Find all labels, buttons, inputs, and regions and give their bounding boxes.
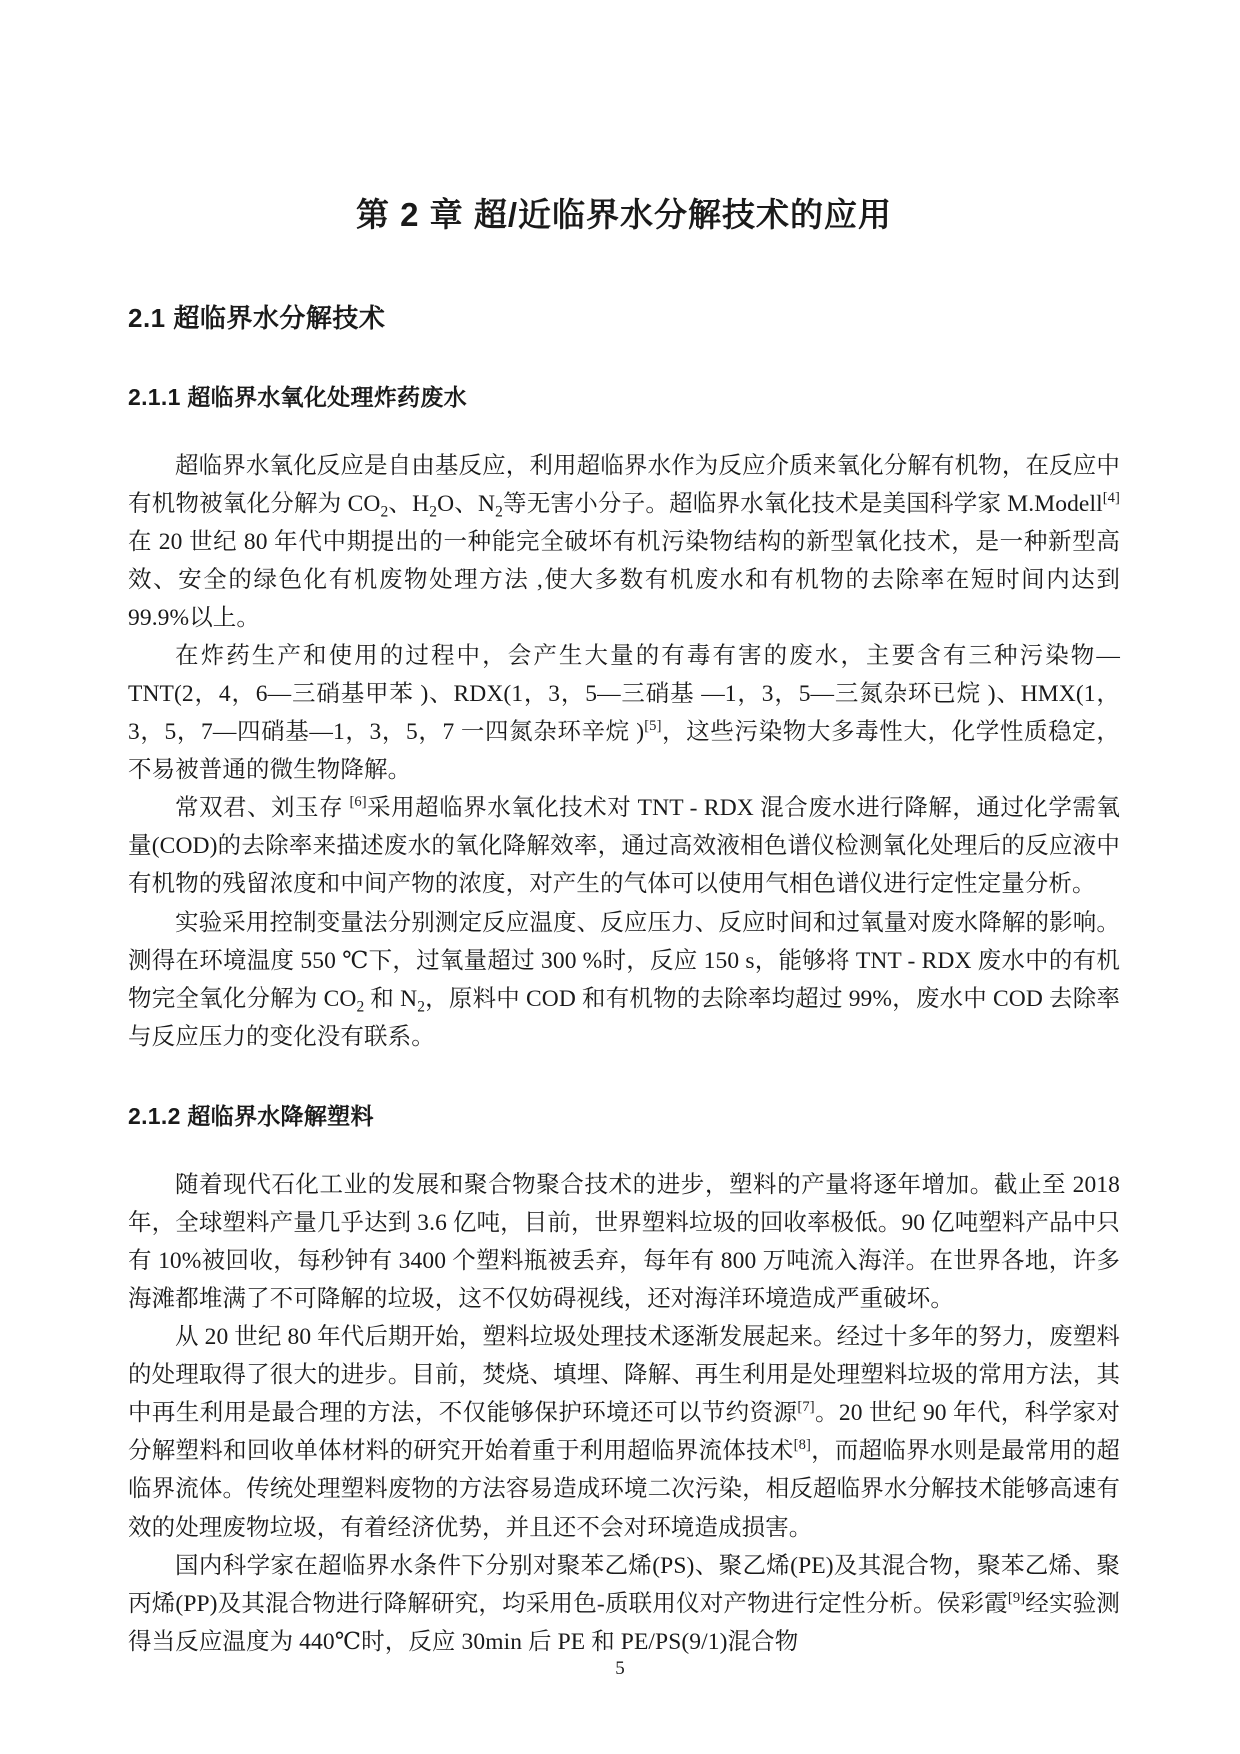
paragraph-experiment-results — [128, 904, 1120, 1056]
citation-ref: [4] — [1102, 490, 1120, 506]
text-run: 等无害小分子。超临界水氧化技术是美国科学家 M.Modell — [502, 490, 1103, 517]
text-run: 、H — [388, 490, 430, 517]
citation-ref: [5] — [644, 718, 662, 735]
citation-ref: [9] — [1007, 1589, 1026, 1606]
text-run: ，而超临界水则是最常用的超临界流体。传统处理塑料废物的方法容易造成环境二次污染，相反超临界水分解技术能够高速有效的处理废物垃圾，有着经济优势，并且还不会对环境造成损害。 — [128, 1438, 1120, 1541]
text-run: O、N — [437, 490, 496, 517]
chapter-title: 第 2 章 超/近临界水分解技术的应用 — [355, 196, 893, 233]
subscript: 2 — [495, 503, 503, 521]
section-heading-2-1-2: 2.1.2 超临界水降解塑料 — [128, 1102, 374, 1129]
text-run: ，这些污染物大多毒性大，化学性质稳定，不易被普通的微生物降解。 — [128, 719, 1120, 784]
paragraph-tnt-rdx-study — [128, 789, 1120, 903]
paragraph-domestic-research — [128, 1547, 1120, 1661]
paragraph-swo-principle — [128, 447, 1120, 637]
section-heading-2-1-1: 2.1.1 超临界水氧化处理炸药废水 — [128, 383, 467, 410]
text-run: 。20 世纪 90 年代，科学家对分解塑料和回收单体材料的研究开始着重于利用超临界流体技术 — [128, 1400, 1120, 1465]
paragraph-plastic-treatment-history — [128, 1318, 1120, 1546]
citation-ref: [7] — [797, 1399, 815, 1416]
subscript: 2 — [356, 998, 365, 1016]
text-run: 在 20 世纪 80 年代中期提出的一种能完全破坏有机污染物结构的新型氧化技术，是一种新型高效、安全的绿色化有机废物处理方法 ,使大多数有机废水和有机物的去除率在短时间内达到 99.9%以上。 — [128, 528, 1120, 632]
text-run: 超临界水氧化反应是自由基反应，利用超临界水作为反应介质来氧化分解有机物，在反应中有机物被氧化分解为 CO — [128, 452, 1120, 517]
section-heading-2-1: 2.1 超临界水分解技术 — [128, 303, 386, 334]
text-run: 在炸药生产和使用的过程中，会产生大量的有毒有害的废水，主要含有三种污染物—TNT(2，4，6—三硝基甲苯 )、RDX(1，3，5—三硝基 —1，3，5—三氮杂环已烷 )、HMX(1，3，5，7—四硝基—1，3，5，7 一四氮杂环辛烷 ) — [128, 643, 1120, 746]
citation-ref: [6] — [349, 794, 367, 811]
text-run: ，原料中 COD 和有机物的去除率均超过 99%，废水中 COD 去除率与反应压力的变化没有联系。 — [128, 985, 1120, 1050]
paragraph-plastic-production: 随着现代石化工业的发展和聚合物聚合技术的进步，塑料的产量将逐年增加。截止至 2018 年，全球塑料产量几乎达到 3.6 亿吨，目前，世界塑料垃圾的回收率极低。90 亿吨塑料产品中只有 10%被回收，每秒钟有 3400 个塑料瓶被丢弃，每年有 800 万吨流入海洋。在世界各地，许多海滩都堆满了不可降解的垃圾，这不仅妨碍视线，还对海洋环境造成严重破坏。 — [128, 1171, 1120, 1313]
subscript: 2 — [380, 503, 389, 521]
page-number: 5 — [615, 1658, 625, 1679]
paragraph-explosive-pollutants — [128, 637, 1120, 789]
text-run: 从 20 世纪 80 年代后期开始，塑料垃圾处理技术逐渐发展起来。经过十多年的努力，废塑料的处理取得了很大的进步。目前，焚烧、填埋、降解、再生利用是处理塑料垃圾的常用方法，其中再生利用是最合理的方法，不仅能够保护环境还可以节约资源 — [128, 1324, 1120, 1427]
text-run: 经实验测得当反应温度为 440℃时，反应 30min 后 PE 和 PE/PS(9/1)混合物 — [128, 1590, 1120, 1655]
text-run: 常双君、刘玉存 — [175, 795, 350, 822]
text-run: 实验采用控制变量法分别测定反应温度、反应压力、反应时间和过氧量对废水降解的影响。测得在环境温度 550 ℃下，过氧量超过 300 %时，反应 150 s，能够将 TNT - RDX 废水中的有机物完全氧化分解为 CO — [128, 909, 1120, 1012]
text-run: 采用超临界水氧化技术对 TNT - RDX 混合废水进行降解，通过化学需氧量(COD)的去除率来描述废水的氧化降解效率，通过高效液相色谱仪检测氧化处理后的反应液中有机物的残留浓度和中间产物的浓度，对产生的气体可以使用气相色谱仪进行定性定量分析。 — [128, 795, 1120, 898]
citation-ref: [8] — [793, 1437, 811, 1454]
text-run: 国内科学家在超临界水条件下分别对聚苯乙烯(PS)、聚乙烯(PE)及其混合物，聚苯乙烯、聚丙烯(PP)及其混合物进行降解研究，均采用色-质联用仪对产物进行定性分析。侯彩霞 — [128, 1552, 1120, 1617]
subscript: 2 — [417, 998, 426, 1016]
text-run: 和 N — [364, 985, 418, 1012]
subscript: 2 — [429, 503, 438, 521]
